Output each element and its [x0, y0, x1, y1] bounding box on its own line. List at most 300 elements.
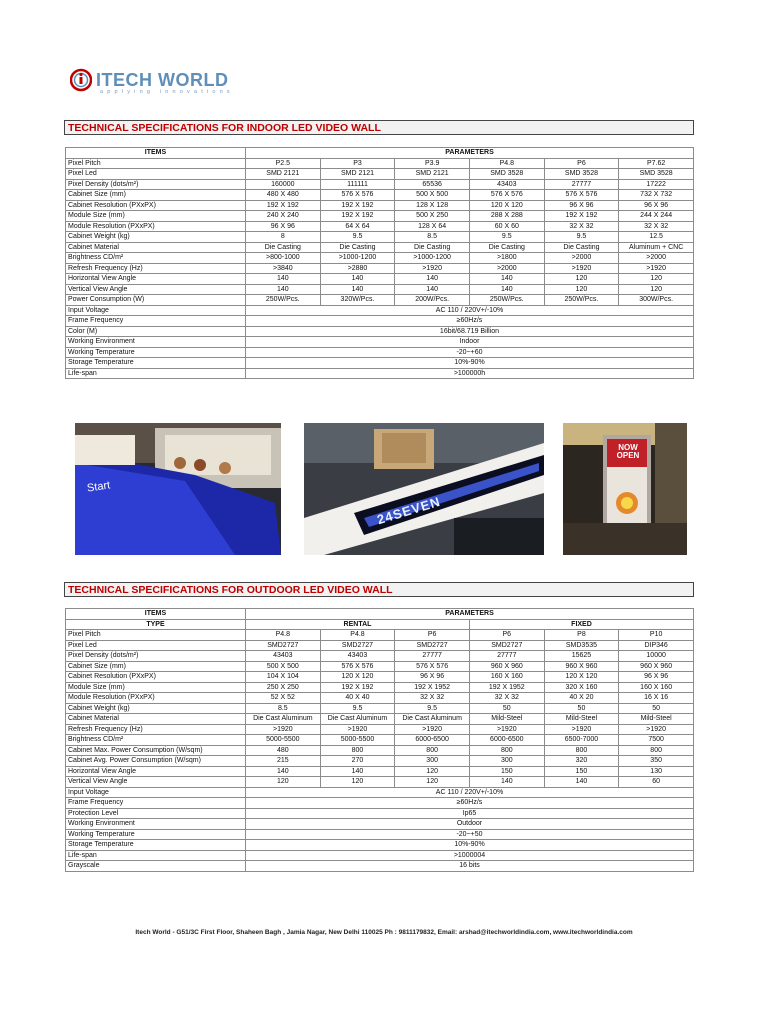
row-value: 576 X 576 [320, 661, 395, 672]
row-value: 9.5 [544, 232, 619, 243]
row-label: Life-span [66, 368, 246, 379]
row-value: 6000-6500 [469, 735, 544, 746]
row-value: 32 X 32 [469, 693, 544, 704]
table-row [66, 787, 694, 798]
table-row [66, 316, 694, 327]
row-label: Life-span [66, 850, 246, 861]
row-label: Storage Temperature [66, 840, 246, 851]
photo-poster-caption: NOW OPEN [616, 443, 640, 460]
row-value: Mild-Steel [619, 714, 694, 725]
row-value: 140 [469, 284, 544, 295]
row-value: 250W/Pcs. [544, 295, 619, 306]
row-value: 27777 [544, 179, 619, 190]
row-label: Input Voltage [66, 305, 246, 316]
row-label: Color (M) [66, 326, 246, 337]
row-label: Frame Frequency [66, 798, 246, 809]
row-value: -20~+60 [246, 347, 694, 358]
table-row [66, 808, 694, 819]
row-label: Brightness CD/m² [66, 735, 246, 746]
row-value: 9.5 [469, 232, 544, 243]
photo-strip-display [304, 423, 544, 555]
row-value: 140 [544, 777, 619, 788]
indoor-items-header: ITEMS [66, 148, 246, 159]
row-value: 160 X 160 [469, 672, 544, 683]
row-value: SMD 3528 [544, 169, 619, 180]
row-value: 300 [469, 756, 544, 767]
row-value: Die Cast Aluminum [246, 714, 321, 725]
row-value: 120 X 120 [544, 672, 619, 683]
table-row [66, 829, 694, 840]
row-value: 120 [619, 274, 694, 285]
table-row [66, 211, 694, 222]
row-value: 140 [320, 274, 395, 285]
row-label: Refresh Frequency (Hz) [66, 724, 246, 735]
row-value: Die Casting [320, 242, 395, 253]
row-value: 130 [619, 766, 694, 777]
row-value: 576 X 576 [395, 661, 470, 672]
indoor-header-row [66, 148, 694, 159]
row-value: 65536 [395, 179, 470, 190]
row-value: 32 X 32 [544, 221, 619, 232]
row-value: 320 X 160 [544, 682, 619, 693]
outdoor-fixed-header: FIXED [469, 619, 693, 630]
outdoor-parameters-header: PARAMETERS [246, 609, 694, 620]
row-label: Working Temperature [66, 347, 246, 358]
table-row [66, 798, 694, 809]
row-value: 215 [246, 756, 321, 767]
row-value: 96 X 96 [544, 200, 619, 211]
row-value: 5000-5500 [246, 735, 321, 746]
row-value: 64 X 64 [320, 221, 395, 232]
row-value: 60 [619, 777, 694, 788]
row-value: 10%-90% [246, 358, 694, 369]
row-value: Die Casting [544, 242, 619, 253]
table-row [66, 819, 694, 830]
footer-contact: Itech World - G51/3C First Floor, Shaheen Bagh , Jamia Nagar, New Delhi 110025 Ph : 9811179832, Email: arshad@itechworldindia.com, www.itechworldindia.com [135, 929, 633, 936]
row-value: 140 [395, 284, 470, 295]
row-label: Pixel Led [66, 169, 246, 180]
row-value: 160000 [246, 179, 321, 190]
row-label: Protection Level [66, 808, 246, 819]
row-value: 120 [320, 777, 395, 788]
table-row [66, 326, 694, 337]
outdoor-type-row [66, 619, 694, 630]
row-value: 120 [395, 766, 470, 777]
row-value: 5000-5500 [320, 735, 395, 746]
row-value: ≥60Hz/s [246, 316, 694, 327]
row-value: >1000-1200 [395, 253, 470, 264]
row-value: SMD2727 [395, 640, 470, 651]
row-value: Die Cast Aluminum [395, 714, 470, 725]
outdoor-title-text: TECHNICAL SPECIFICATIONS FOR OUTDOOR LED VIDEO WALL [68, 584, 393, 596]
row-value: >1920 [320, 724, 395, 735]
row-label: Working Environment [66, 819, 246, 830]
row-value: 140 [246, 766, 321, 777]
row-label: Cabinet Weight (kg) [66, 232, 246, 243]
row-value: 480 X 480 [246, 190, 321, 201]
row-label: Frame Frequency [66, 316, 246, 327]
table-row [66, 190, 694, 201]
row-label: Brightness CD/m² [66, 253, 246, 264]
row-value: Ip65 [246, 808, 694, 819]
row-label: Refresh Frequency (Hz) [66, 263, 246, 274]
table-row [66, 850, 694, 861]
row-value: 140 [320, 766, 395, 777]
row-value: 200W/Pcs. [395, 295, 470, 306]
table-row [66, 682, 694, 693]
row-value: 288 X 288 [469, 211, 544, 222]
logo-emblem-icon [70, 68, 92, 92]
table-row [66, 221, 694, 232]
row-value: >1920 [544, 263, 619, 274]
table-row [66, 200, 694, 211]
row-label: Module Resolution (PXxPX) [66, 693, 246, 704]
row-value: 140 [395, 274, 470, 285]
table-row [66, 305, 694, 316]
row-value: 43403 [320, 651, 395, 662]
row-value: 32 X 32 [395, 693, 470, 704]
row-value: 250W/Pcs. [469, 295, 544, 306]
row-label: Working Environment [66, 337, 246, 348]
row-value: 192 X 192 [246, 200, 321, 211]
table-row [66, 651, 694, 662]
row-label: Vertical View Angle [66, 777, 246, 788]
row-value: 9.5 [395, 703, 470, 714]
row-value: AC 110 / 220V+/-10% [246, 305, 694, 316]
indoor-parameters-header: PARAMETERS [246, 148, 694, 159]
row-value: 800 [544, 745, 619, 756]
table-row [66, 347, 694, 358]
row-value: SMD3535 [544, 640, 619, 651]
row-label: Power Consumption (W) [66, 295, 246, 306]
row-value: SMD2727 [320, 640, 395, 651]
row-value: 192 X 192 [320, 200, 395, 211]
row-value: >800-1000 [246, 253, 321, 264]
row-value: P3.9 [395, 158, 470, 169]
table-row [66, 179, 694, 190]
row-value: >1000-1200 [320, 253, 395, 264]
table-row [66, 368, 694, 379]
row-value: 120 [619, 284, 694, 295]
indoor-title-text: TECHNICAL SPECIFICATIONS FOR INDOOR LED VIDEO WALL [68, 122, 381, 134]
row-value: 800 [320, 745, 395, 756]
row-value: 16 X 16 [619, 693, 694, 704]
row-value: 140 [320, 284, 395, 295]
row-value: >1800 [469, 253, 544, 264]
row-value: P6 [544, 158, 619, 169]
row-value: 192 X 1952 [469, 682, 544, 693]
outdoor-section-title [64, 582, 694, 597]
row-value: 270 [320, 756, 395, 767]
row-value: 9.5 [320, 232, 395, 243]
row-value: Mild-Steel [469, 714, 544, 725]
logo-name: ITECH WORLD [96, 70, 229, 90]
row-value: 120 [246, 777, 321, 788]
row-label: Cabinet Material [66, 242, 246, 253]
row-value: >1920 [395, 263, 470, 274]
table-row [66, 714, 694, 725]
row-value: 960 X 960 [619, 661, 694, 672]
row-value: 50 [544, 703, 619, 714]
table-row [66, 232, 694, 243]
row-label: Cabinet Size (mm) [66, 190, 246, 201]
row-label: Cabinet Size (mm) [66, 661, 246, 672]
row-value: Aluminum + CNC [619, 242, 694, 253]
row-value: 40 X 40 [320, 693, 395, 704]
row-value: SMD 2121 [395, 169, 470, 180]
table-row [66, 242, 694, 253]
row-value: 8.5 [246, 703, 321, 714]
row-value: 192 X 192 [320, 682, 395, 693]
row-value: 7500 [619, 735, 694, 746]
row-label: Module Resolution (PXxPX) [66, 221, 246, 232]
row-value: P4.8 [469, 158, 544, 169]
indoor-spec-table [65, 147, 694, 379]
row-value: 192 X 192 [320, 211, 395, 222]
row-value: 800 [395, 745, 470, 756]
table-row [66, 169, 694, 180]
row-value: 10%-90% [246, 840, 694, 851]
row-value: >1920 [619, 263, 694, 274]
row-value: 43403 [469, 179, 544, 190]
row-value: 50 [619, 703, 694, 714]
photo-counter-display [75, 423, 281, 555]
row-value: >1920 [544, 724, 619, 735]
row-value: >2880 [320, 263, 395, 274]
row-value: P8 [544, 630, 619, 641]
row-value: Die Casting [246, 242, 321, 253]
row-value: 500 X 250 [395, 211, 470, 222]
row-value: >2000 [544, 253, 619, 264]
table-row [66, 703, 694, 714]
row-value: 40 X 20 [544, 693, 619, 704]
table-row [66, 295, 694, 306]
row-label: Input Voltage [66, 787, 246, 798]
table-row [66, 777, 694, 788]
row-value: P3 [320, 158, 395, 169]
row-value: 480 [246, 745, 321, 756]
row-value: SMD2727 [469, 640, 544, 651]
row-value: >1000004 [246, 850, 694, 861]
row-value: 104 X 104 [246, 672, 321, 683]
row-value: 128 X 64 [395, 221, 470, 232]
row-value: 960 X 960 [469, 661, 544, 672]
outdoor-items-header: ITEMS [66, 609, 246, 620]
row-label: Module Size (mm) [66, 211, 246, 222]
row-value: 240 X 240 [246, 211, 321, 222]
outdoor-rental-header: RENTAL [246, 619, 470, 630]
row-value: 60 X 60 [469, 221, 544, 232]
row-value: 250 X 250 [246, 682, 321, 693]
table-row [66, 630, 694, 641]
row-value: SMD 3528 [619, 169, 694, 180]
row-value: 6000-6500 [395, 735, 470, 746]
row-label: Cabinet Resolution (PXxPX) [66, 672, 246, 683]
row-value: 300W/Pcs. [619, 295, 694, 306]
row-value: AC 110 / 220V+/-10% [246, 787, 694, 798]
table-row [66, 693, 694, 704]
table-row [66, 861, 694, 872]
photo-strip-caption: 24SEVEN [375, 493, 443, 528]
row-value: Die Casting [469, 242, 544, 253]
row-value: 50 [469, 703, 544, 714]
row-value: 140 [246, 274, 321, 285]
table-row [66, 253, 694, 264]
row-value: 52 X 52 [246, 693, 321, 704]
row-value: Die Cast Aluminum [320, 714, 395, 725]
table-row [66, 158, 694, 169]
row-value: 120 X 120 [469, 200, 544, 211]
row-value: 9.5 [320, 703, 395, 714]
table-row [66, 284, 694, 295]
row-value: 17222 [619, 179, 694, 190]
row-value: 8.5 [395, 232, 470, 243]
row-value: 192 X 1952 [395, 682, 470, 693]
table-row [66, 735, 694, 746]
photo-strip-image [304, 423, 544, 555]
row-value: >2000 [619, 253, 694, 264]
row-label: Cabinet Max. Power Consumption (W/sqm) [66, 745, 246, 756]
row-value: 12.5 [619, 232, 694, 243]
row-value: 244 X 244 [619, 211, 694, 222]
row-value: 27777 [395, 651, 470, 662]
row-value: Indoor [246, 337, 694, 348]
row-value: 250W/Pcs. [246, 295, 321, 306]
row-value: 111111 [320, 179, 395, 190]
row-value: 500 X 500 [246, 661, 321, 672]
table-row [66, 358, 694, 369]
row-value: P6 [469, 630, 544, 641]
row-value: 96 X 96 [619, 672, 694, 683]
row-label: Horizontal View Angle [66, 766, 246, 777]
row-value: SMD 3528 [469, 169, 544, 180]
table-row [66, 745, 694, 756]
row-value: 16bit/68.719 Billion [246, 326, 694, 337]
row-value: SMD 2121 [320, 169, 395, 180]
row-label: Module Size (mm) [66, 682, 246, 693]
row-value: 160 X 160 [619, 682, 694, 693]
row-value: 800 [469, 745, 544, 756]
table-row [66, 724, 694, 735]
photo-counter-caption: Start [86, 479, 111, 495]
row-value: 8 [246, 232, 321, 243]
row-value: P6 [395, 630, 470, 641]
row-value: 732 X 732 [619, 190, 694, 201]
row-value: 320W/Pcs. [320, 295, 395, 306]
table-row [66, 274, 694, 285]
indoor-section-title [64, 120, 694, 135]
table-row [66, 337, 694, 348]
outdoor-type-header: TYPE [66, 619, 246, 630]
row-value: 32 X 32 [619, 221, 694, 232]
row-value: -20~+50 [246, 829, 694, 840]
row-value: 96 X 96 [619, 200, 694, 211]
row-value: 27777 [469, 651, 544, 662]
row-value: P4.8 [246, 630, 321, 641]
row-label: Cabinet Weight (kg) [66, 703, 246, 714]
row-label: Pixel Pitch [66, 158, 246, 169]
row-value: 120 [544, 284, 619, 295]
row-value: 120 X 120 [320, 672, 395, 683]
row-value: 192 X 192 [544, 211, 619, 222]
row-label: Cabinet Avg. Power Consumption (W/sqm) [66, 756, 246, 767]
row-value: DIP346 [619, 640, 694, 651]
table-row [66, 640, 694, 651]
row-value: 120 [395, 777, 470, 788]
row-value: 576 X 576 [544, 190, 619, 201]
row-value: P10 [619, 630, 694, 641]
row-value: 140 [246, 284, 321, 295]
row-value: >2000 [469, 263, 544, 274]
row-value: P7.62 [619, 158, 694, 169]
row-value: 15625 [544, 651, 619, 662]
row-label: Pixel Led [66, 640, 246, 651]
logo-tagline: applying innovations [100, 89, 234, 95]
row-label: Grayscale [66, 861, 246, 872]
row-label: Vertical View Angle [66, 284, 246, 295]
row-value: 120 [544, 274, 619, 285]
table-row [66, 756, 694, 767]
table-row [66, 766, 694, 777]
row-value: 320 [544, 756, 619, 767]
row-label: Cabinet Resolution (PXxPX) [66, 200, 246, 211]
row-value: Mild-Steel [544, 714, 619, 725]
row-label: Working Temperature [66, 829, 246, 840]
row-value: 43403 [246, 651, 321, 662]
row-label: Pixel Density (dots/m²) [66, 179, 246, 190]
row-value: >100000h [246, 368, 694, 379]
row-value: 16 bits [246, 861, 694, 872]
row-value: 300 [395, 756, 470, 767]
photo-poster-display [563, 423, 687, 555]
table-row [66, 672, 694, 683]
row-value: >1920 [469, 724, 544, 735]
row-label: Pixel Pitch [66, 630, 246, 641]
row-label: Cabinet Material [66, 714, 246, 725]
row-value: P2.5 [246, 158, 321, 169]
row-value: P4.8 [320, 630, 395, 641]
row-value: Outdoor [246, 819, 694, 830]
row-value: 576 X 576 [469, 190, 544, 201]
row-value: >3840 [246, 263, 321, 274]
row-label: Storage Temperature [66, 358, 246, 369]
row-value: 96 X 96 [395, 672, 470, 683]
row-value: ≥60Hz/s [246, 798, 694, 809]
outdoor-header-row [66, 609, 694, 620]
company-logo [70, 68, 234, 96]
row-value: SMD2727 [246, 640, 321, 651]
row-value: 350 [619, 756, 694, 767]
row-value: 128 X 128 [395, 200, 470, 211]
row-value: 10000 [619, 651, 694, 662]
row-value: 140 [469, 777, 544, 788]
row-label: Pixel Density (dots/m²) [66, 651, 246, 662]
row-label: Horizontal View Angle [66, 274, 246, 285]
row-value: 150 [469, 766, 544, 777]
outdoor-spec-table [65, 608, 694, 872]
row-value: 960 X 960 [544, 661, 619, 672]
row-value: 150 [544, 766, 619, 777]
row-value: 576 X 576 [320, 190, 395, 201]
row-value: 6500-7000 [544, 735, 619, 746]
row-value: Die Casting [395, 242, 470, 253]
row-value: 800 [619, 745, 694, 756]
row-value: >1920 [246, 724, 321, 735]
row-value: 500 X 500 [395, 190, 470, 201]
row-value: 96 X 96 [246, 221, 321, 232]
row-value: 140 [469, 274, 544, 285]
row-value: >1920 [619, 724, 694, 735]
